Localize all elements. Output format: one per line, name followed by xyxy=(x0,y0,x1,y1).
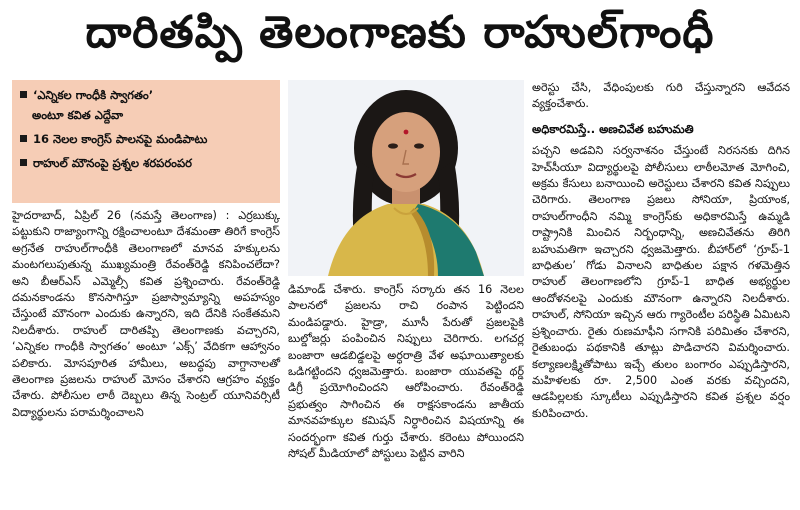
bullet-icon xyxy=(20,159,27,166)
portrait-illustration xyxy=(288,80,524,276)
article-paragraph: పచ్చని అడవిని సర్వనాశనం చేస్తుంటే నిరసనకు దిగిన హెచ్‌సీయూ విద్యార్థులపై పోలీసులు లాఠీలమోత మోగించి, అక్రమ కేసులు బనాయించి అరెస్టులు చేశారని కవిత నిప్పులు చెరిగారు. తెలంగాణ ప్రజలు సోనియా, ప్రియాంక, రాహుల్‌గాంధీని నమ్మి కాంగ్రెస్‌కు అధికారమిస్తే ఉమ్మడి రాష్ట్రానికి మించిన నిర్బంధాన్ని, అణచివేతను తిరిగి బహుమతిగా ఇచ్చారని ధ్వజమెత్తారు. బీహార్‌లో ‘గ్రూప్-1 బాధితుల’ గోడు వినాలని బాధితుల పక్షాన గళమెత్తిన రాహుల్ తెలంగాణలోని గ్రూప్-1 బాధిత అభ్యర్థుల ఆందోళనలపై ఎందుకు మౌనంగా ఉన్నారని నిలదీశారు. రాహుల్, సోనియా ఇచ్చిన ఆరు గ్యారెంటీల పరిస్థితి ఏమిటని ప్రశ్నించారు. రైతు రుణమాఫీని సగానికి పరిమితం చేశారని, రైతుబంధు పథకానికి తూట్లు పొడిచారని విమర్శించారు. కల్యాణలక్ష్మితోపాటు ఇచ్చే తులం బంగారం ఎప్పుడిస్తారని, మహిళలకు రూ. 2,500 ఎంత వరకు వచ్చిందని, ఆడపిల్లలకు స్కూటీలు ఎప్పుడిస్తారని కవిత ప్రశ్నల వర్షం కురిపించారు. xyxy=(532,144,790,420)
portrait-photo xyxy=(288,80,524,276)
article-paragraph: ఎర్రబుక్కు పట్టుకుని రాజ్యాంగాన్ని రక్షించాలంటూ దేశమంతా తిరిగే కాంగ్రెస్ అగ్రనేత రాహుల్‌గాంధీకి తెలంగాణలో మానవ హక్కులను మంటగలుపుతున్న ముఖ్యమంత్రి రేవంత్‌రెడ్డి కనిపించలేదా? అని బీఆర్ఎస్ ఎమ్మెల్సీ కవిత ప్రశ్నించారు. రేవంత్‌రెడ్డి దమనకాండను కొనసాగిస్తూ ప్రజాస్వామ్యాన్ని అపహస్యం చేస్తుంటే మౌనంగా ఎందుకు ఉన్నారని, ఇది దేనికి సంకేతమని నిలదీశారు. రాహుల్ దారితప్పి తెలంగాణకు వచ్చారని, ‘ఎన్నికల గాంధీకి స్వాగతం’ అంటూ ‘ఎక్స్’ వేదికగా ఆహ్వానం పలికారు. మోసపూరిత హామీలు, అబద్ధపు వాగ్దానాలతో తెలంగాణ ప్రజలను రాహుల్ మోసం చేశారని ఆగ్రహం వ్యక్తం చేశారు. పోలీసుల లాఠీ దెబ్బలు తిన్న సెంట్రల్ యూనివర్సిటీ విద్యార్థులను పరామర్శించాలని xyxy=(12,209,280,419)
article-paragraph: డిమాండ్ చేశారు. కాంగ్రెస్ సర్కారు తన 16 నెలల పాలనలో ప్రజలను రాచి రంపాన పెట్టిందని మండిపడ్డారు. హైడ్రా, మూసీ పేరుతో ప్రజలపైకి బుల్డోజర్లు పంపించిన నిప్పులు చెరిగారు. లగచర్ల బంజారా ఆడబిడ్డలపై అర్ధరాత్రి వేళ అఘాయిత్యాలకు ఒడిగట్టిందని ధ్వజమెత్తారు. బంజారా యువతపై థర్డ్ డిగ్రీ ప్రయోగించిందని ఆరోపించారు. రేవంత్‌రెడ్డి ప్రభుత్వం సాగించిన ఈ రాక్షసకాండను జాతీయ మానవహక్కుల కమిషన్ నిర్ధారించిన విషయాన్ని ఈ సందర్భంగా కవిత గుర్తు చేశారు. కరెంటు పోయిందని సోషల్ మీడియాలో పోస్టులు పెట్టిన వారిని xyxy=(288,283,524,461)
bullet-icon xyxy=(20,135,27,142)
bullet-icon xyxy=(20,91,27,98)
highlight-text: ‘ఎన్నికల గాంధీకి స్వాగతం’ xyxy=(33,88,154,102)
highlights-box xyxy=(12,80,280,203)
highlight-text: 16 నెలల కాంగ్రెస్ పాలనపై మండిపాటు xyxy=(33,132,208,146)
highlight-item xyxy=(20,88,274,102)
highlight-text: రాహుల్ మౌనంపై ప్రశ్నల శరపరంపర xyxy=(33,156,193,170)
subheading: అధికారమిస్తే.. అణచివేత బహుమతి xyxy=(532,121,694,136)
article-column-3 xyxy=(532,80,790,422)
highlight-text: అంటూ కవిత ఎద్దేవా xyxy=(32,108,124,122)
dateline: హైదరాబాద్, ఏప్రిల్ 26 (నమస్తే తెలంగాణ) : xyxy=(12,209,230,222)
highlight-item xyxy=(20,156,274,170)
article-paragraph: అరెస్టు చేసి, వేధింపులకు గురి చేస్తున్నారని ఆవేదన వ్యక్తంచేశారు. xyxy=(532,81,790,111)
headline: దారితప్పి తెలంగాణకు రాహుల్‌గాంధీ xyxy=(85,7,715,58)
highlight-item xyxy=(20,132,274,146)
highlight-item xyxy=(20,108,274,122)
article-column-1 xyxy=(12,208,280,421)
article-column-2 xyxy=(288,282,524,462)
